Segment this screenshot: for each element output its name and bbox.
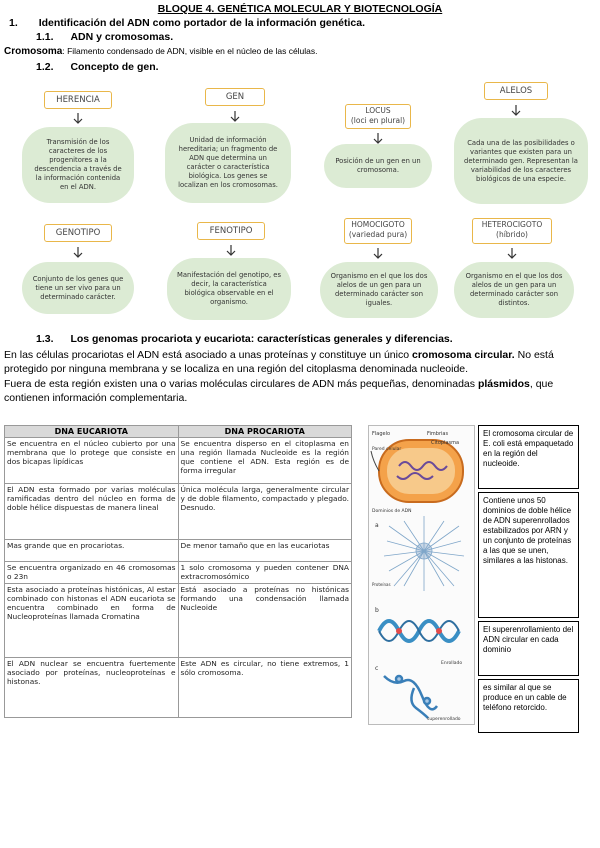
concept-box-heterocigoto bbox=[472, 218, 552, 244]
bacterial-dna-figure bbox=[368, 425, 475, 725]
concept-desc-gen: Unidad de información hereditaria; un fragmento de ADN que determina un carácter o característica biológica. Los genes se localizan en los cromosomas. bbox=[165, 123, 291, 203]
table-row bbox=[5, 562, 352, 584]
arrow-down-icon bbox=[372, 248, 384, 260]
table-cell: 1 solo cromosoma y pueden contener DNA extracromosómico bbox=[178, 562, 352, 584]
concept-box-fenotipo: FENOTIPO bbox=[197, 222, 265, 240]
concept-label-locus: LOCUS bbox=[365, 106, 391, 115]
table-cell: Se encuentra disperso en el citoplasma en una región llamada Nucleoide es la región que contiene el ADN. Esta región es de forma irregular bbox=[178, 438, 352, 484]
table-cell: El ADN esta formado por varias moléculas ramificadas dentro del núcleo en forma de doble hélice dispuestas de manera lineal bbox=[5, 484, 179, 540]
table-row bbox=[5, 584, 352, 658]
figure-label: superenrollado bbox=[427, 717, 461, 722]
figure-label: Fimbrias bbox=[427, 431, 449, 437]
subsection-1-1-number: 1.1. bbox=[36, 31, 54, 43]
figure-letter-c: c bbox=[375, 665, 379, 672]
concept-label-heterocigoto: HETEROCIGOTO bbox=[481, 220, 543, 229]
concept-box-alelos: ALELOS bbox=[484, 82, 548, 100]
figure-letter-b: b bbox=[375, 607, 379, 614]
subsection-1-2-text: Concepto de gen. bbox=[70, 61, 159, 73]
arrow-down-icon bbox=[229, 111, 241, 123]
twisted-cable-illustration bbox=[384, 676, 437, 718]
concept-desc-locus: Posición de un gen en un cromosoma. bbox=[324, 144, 432, 188]
concept-desc-herencia: Transmisión de los caracteres de los progenitores a la descendencia a través de la información contenida en el ADN. bbox=[22, 127, 134, 203]
subsection-1-2-heading bbox=[36, 61, 159, 73]
side-note-4: es similar al que se produce en un cable de teléfono retorcido. bbox=[478, 679, 579, 733]
comparison-table bbox=[4, 425, 352, 718]
paragraph-1-text-c: No está protegido por ninguna membrana y se localiza en una región del citoplasma denominada nucleoide. bbox=[4, 349, 554, 375]
table-cell: Única molécula larga, generalmente circular y de doble filamento, compactado y plegado. Desnudo. bbox=[178, 484, 352, 540]
arrow-down-icon bbox=[506, 248, 518, 260]
side-note-2: Contiene unos 50 dominios de doble hélice de ADN superenrollados estabilizados por ARN y un conjunto de proteínas a las que se unen, similares a las histonas. bbox=[478, 492, 579, 618]
figure-label: Enrollado bbox=[441, 661, 463, 666]
figure-label: Flagelo bbox=[372, 431, 391, 437]
arrow-down-icon bbox=[72, 247, 84, 259]
paragraph-1-text-a: En las células procariotas el ADN está asociado a unas proteínas y constituye un único bbox=[4, 349, 412, 361]
table-row bbox=[5, 484, 352, 540]
concept-box-gen: GEN bbox=[205, 88, 265, 106]
table-row bbox=[5, 658, 352, 718]
subsection-1-1-text: ADN y cromosomas. bbox=[70, 31, 174, 43]
table-cell: Esta asociado a proteínas histónicas, Al estar combinado con histonas el ADN eucariota se encuentra combinado en forma de Nucleoproteínas llamada Cromatina bbox=[5, 584, 179, 658]
table-cell: Se encuentra organizado en 46 cromosomas o 23n bbox=[5, 562, 179, 584]
table-header-eucariota: DNA EUCARIOTA bbox=[5, 426, 179, 438]
paragraph-1-bold: cromosoma circular. bbox=[411, 349, 515, 361]
table-cell: El ADN nuclear se encuentra fuertemente asociado por proteínas, nucleoproteínas e histonas. bbox=[5, 658, 179, 718]
table-cell: Se encuentra en el núcleo cubierto por una membrana que lo protege que consiste en dos bicapas lipídicas bbox=[5, 438, 179, 484]
section-1-number: 1. bbox=[9, 17, 18, 29]
paragraph-plasmidos bbox=[4, 377, 596, 405]
concept-box-genotipo: GENOTIPO bbox=[44, 224, 112, 242]
concept-box-homocigoto bbox=[344, 218, 412, 244]
cromosoma-definition bbox=[4, 46, 318, 57]
table-header-procariota: DNA PROCARIOTA bbox=[178, 426, 352, 438]
paragraph-2-text-a: Fuera de esta región existen una o varias moléculas circulares de ADN más pequeñas, denominadas bbox=[4, 378, 478, 390]
table-cell: Este ADN es circular, no tiene extremos, 1 sólo cromosoma. bbox=[178, 658, 352, 718]
concept-desc-fenotipo: Manifestación del genotipo, es decir, la característica biológica observable en el organismo. bbox=[167, 258, 291, 320]
arrow-down-icon bbox=[510, 105, 522, 117]
table-cell: De menor tamaño que en las eucariotas bbox=[178, 540, 352, 562]
flagellum bbox=[371, 451, 379, 471]
bacterium-cytoplasm bbox=[387, 448, 455, 494]
concept-box-locus bbox=[345, 104, 411, 129]
concept-desc-heterocigoto: Organismo en el que los dos alelos de un gen para un determinado carácter son distintos. bbox=[454, 262, 574, 318]
concept-sublabel-heterocigoto: (híbrido) bbox=[496, 230, 528, 239]
paragraph-2-text-c: , que contienen información complementaria. bbox=[4, 378, 554, 404]
figure-letter-a: a bbox=[375, 522, 379, 529]
concept-box-herencia: HERENCIA bbox=[44, 91, 112, 109]
subsection-1-3-text: Los genomas procariota y eucariota: características generales y diferencias. bbox=[70, 333, 453, 345]
figure-label: Dominios de ADN bbox=[372, 509, 412, 514]
concept-desc-genotipo: Conjunto de los genes que tiene un ser vivo para un determinado carácter. bbox=[22, 262, 134, 314]
section-1-heading bbox=[9, 17, 365, 29]
paragraph-procariotas bbox=[4, 348, 596, 376]
paragraph-2-bold: plásmidos bbox=[477, 378, 530, 390]
bacterial-dna-illustration bbox=[369, 426, 474, 724]
arrow-down-icon bbox=[72, 113, 84, 125]
subsection-1-2-number: 1.2. bbox=[36, 61, 54, 73]
side-note-3: El superenrollamiento del ADN circular en cada dominio bbox=[478, 621, 579, 676]
subsection-1-1-heading bbox=[36, 31, 173, 43]
table-row bbox=[5, 540, 352, 562]
concept-desc-homocigoto: Organismo en el que los dos alelos de un gen para un determinado carácter son iguales. bbox=[320, 262, 438, 318]
table-header-row bbox=[5, 426, 352, 438]
concept-sublabel-homocigoto: (variedad pura) bbox=[348, 230, 408, 239]
arrow-down-icon bbox=[225, 245, 237, 257]
side-note-1: El cromosoma circular de E. coli está empaquetado en la región del nucleoide. bbox=[478, 425, 579, 489]
figure-label: Pared celular bbox=[372, 447, 402, 452]
subsection-1-3-heading bbox=[36, 333, 453, 345]
concept-desc-alelos: Cada una de las posibilidades o variantes que existen para un determinado gen. Representan la variabilidad de los caracteres biológicos de una especie. bbox=[454, 118, 588, 204]
cromosoma-def: : Filamento condensado de ADN, visible en el núcleo de las células. bbox=[62, 46, 318, 56]
table-row bbox=[5, 438, 352, 484]
figure-label: Citoplasma bbox=[431, 440, 460, 446]
table-cell: Mas grande que en procariotas. bbox=[5, 540, 179, 562]
cromosoma-term: Cromosoma bbox=[4, 46, 63, 57]
concept-label-homocigoto: HOMOCIGOTO bbox=[351, 220, 405, 229]
concept-sublabel-locus: (loci en plural) bbox=[350, 116, 406, 125]
figure-label: Proteínas bbox=[372, 582, 391, 587]
table-cell: Está asociado a proteínas no histónicas formando una condensación llamada Nucleoide bbox=[178, 584, 352, 658]
subsection-1-3-number: 1.3. bbox=[36, 333, 54, 345]
dna-domains-illustration bbox=[384, 516, 464, 591]
section-1-text: Identificación del ADN como portador de la información genética. bbox=[38, 17, 366, 29]
supercoil-illustration bbox=[379, 621, 459, 641]
page-title: BLOQUE 4. GENÉTICA MOLECULAR Y BIOTECNOLOGÍA bbox=[157, 3, 443, 15]
